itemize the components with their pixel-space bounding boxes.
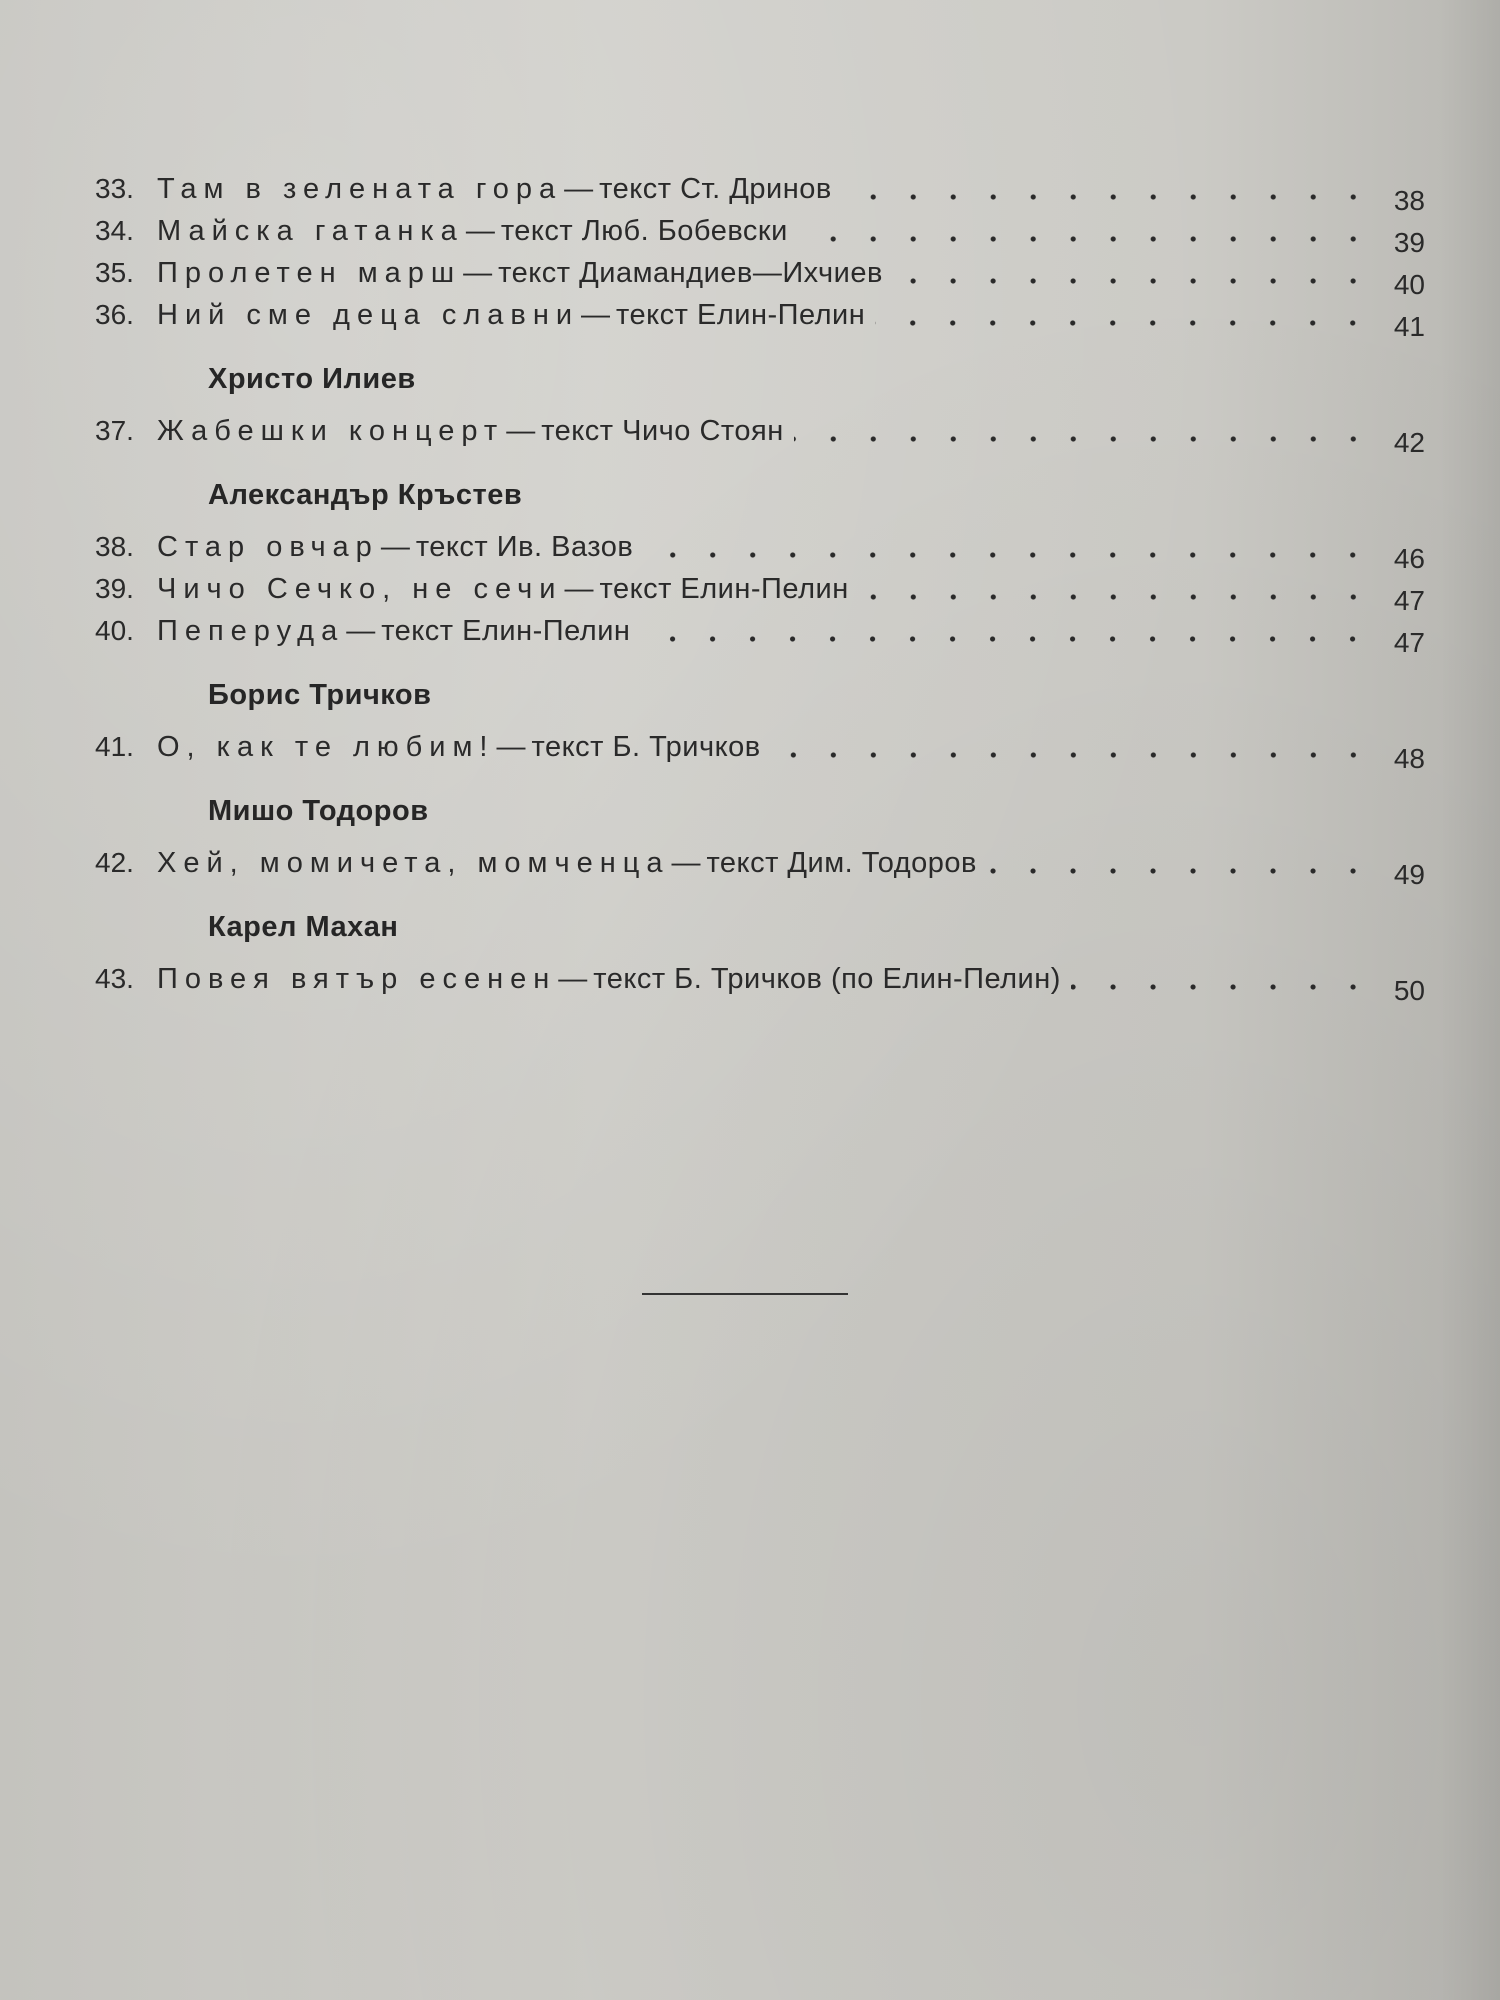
entry-number: 38. bbox=[95, 531, 134, 562]
entry-number: 36. bbox=[95, 299, 134, 330]
dot-leader bbox=[859, 592, 1373, 602]
dot-leader bbox=[643, 550, 1373, 560]
composer-heading: Христо Илиев bbox=[208, 363, 416, 395]
page-number: 48 bbox=[1393, 743, 1425, 774]
page-number: 39 bbox=[1393, 227, 1425, 258]
song-title: Стар овчар bbox=[157, 531, 379, 563]
song-title: О, как те любим! bbox=[157, 731, 495, 763]
em-dash: — bbox=[564, 173, 594, 205]
em-dash: — bbox=[465, 215, 495, 247]
dot-leader bbox=[987, 866, 1373, 876]
entry-number: 35. bbox=[95, 257, 134, 288]
em-dash: — bbox=[564, 573, 594, 605]
entry-number: 34. bbox=[95, 215, 134, 246]
toc-entry bbox=[95, 610, 1425, 658]
toc-section bbox=[95, 336, 1425, 458]
page-number: 49 bbox=[1393, 859, 1425, 890]
song-title: Пеперуда bbox=[157, 615, 345, 647]
closing-rule bbox=[642, 1293, 848, 1295]
lyrics-credit: текст Б. Тричков bbox=[531, 731, 761, 763]
toc-section bbox=[95, 652, 1425, 774]
toc-entry bbox=[95, 958, 1425, 1006]
toc-entry bbox=[95, 410, 1425, 458]
page-number: 42 bbox=[1393, 427, 1425, 458]
toc-entry bbox=[95, 526, 1425, 574]
song-title: Жабешки концерт bbox=[157, 415, 505, 447]
dot-leader bbox=[640, 634, 1373, 644]
dot-leader bbox=[875, 318, 1373, 328]
page-number: 40 bbox=[1393, 269, 1425, 300]
toc-entry bbox=[95, 168, 1425, 216]
song-title: Там в зелената гора bbox=[157, 173, 563, 205]
lyrics-credit: текст Чичо Стоян bbox=[541, 415, 784, 447]
em-dash: — bbox=[671, 847, 701, 879]
lyrics-credit: текст Ст. Дринов bbox=[599, 173, 832, 205]
lyrics-credit: текст Елин-Пелин bbox=[599, 573, 849, 605]
composer-heading: Борис Тричков bbox=[208, 679, 432, 711]
lyrics-credit: текст Елин-Пелин bbox=[616, 299, 866, 331]
toc-entry bbox=[95, 842, 1425, 890]
page-number: 46 bbox=[1393, 543, 1425, 574]
toc-section bbox=[95, 452, 1425, 658]
em-dash: — bbox=[558, 963, 588, 995]
em-dash: — bbox=[346, 615, 376, 647]
toc-entry bbox=[95, 210, 1425, 258]
composer-heading: Александър Кръстев bbox=[208, 479, 523, 511]
lyrics-credit: текст Дим. Тодоров bbox=[706, 847, 977, 879]
lyrics-credit: текст Ив. Вазов bbox=[415, 531, 634, 563]
entry-number: 39. bbox=[95, 573, 134, 604]
song-title: Хей, момичета, момченца bbox=[157, 847, 670, 879]
entry-number: 43. bbox=[95, 963, 134, 994]
composer-heading: Карел Махан bbox=[208, 911, 399, 943]
lyrics-credit: текст Люб. Бобевски bbox=[500, 215, 788, 247]
em-dash: — bbox=[380, 531, 410, 563]
dot-leader bbox=[794, 434, 1373, 444]
em-dash: — bbox=[496, 731, 526, 763]
em-dash: — bbox=[581, 299, 611, 331]
song-title: Ний сме деца славни bbox=[157, 299, 580, 331]
page-number: 47 bbox=[1393, 627, 1425, 658]
dot-leader bbox=[1071, 982, 1373, 992]
page-number: 41 bbox=[1393, 311, 1425, 342]
dot-leader bbox=[893, 276, 1373, 286]
em-dash: — bbox=[506, 415, 536, 447]
toc-entry bbox=[95, 294, 1425, 342]
toc-entry bbox=[95, 252, 1425, 300]
entry-number: 40. bbox=[95, 615, 134, 646]
song-title: Чичо Сечко, не сечи bbox=[157, 573, 563, 605]
composer-heading: Мишо Тодоров bbox=[208, 795, 429, 827]
toc-section bbox=[95, 768, 1425, 890]
dot-leader bbox=[771, 750, 1373, 760]
toc-entry bbox=[95, 568, 1425, 616]
page-number: 50 bbox=[1393, 975, 1425, 1006]
table-of-contents bbox=[95, 168, 1425, 1006]
lyrics-credit: текст Б. Тричков (по Елин-Пелин) bbox=[593, 963, 1061, 995]
lyrics-credit: текст Диамандиев—Ихчиев bbox=[498, 257, 883, 289]
entry-number: 41. bbox=[95, 731, 134, 762]
toc-entry bbox=[95, 726, 1425, 774]
em-dash: — bbox=[463, 257, 493, 289]
dot-leader bbox=[842, 192, 1373, 202]
song-title: Пролетен марш bbox=[157, 257, 462, 289]
dot-leader bbox=[798, 234, 1373, 244]
toc-section bbox=[95, 884, 1425, 1006]
song-title: Повея вятър есенен bbox=[157, 963, 557, 995]
page-number: 38 bbox=[1393, 185, 1425, 216]
song-title: Майска гатанка bbox=[157, 215, 464, 247]
entry-number: 37. bbox=[95, 415, 134, 446]
page-number: 47 bbox=[1393, 585, 1425, 616]
toc-section bbox=[95, 168, 1425, 342]
entry-number: 33. bbox=[95, 173, 134, 204]
lyrics-credit: текст Елин-Пелин bbox=[381, 615, 631, 647]
entry-number: 42. bbox=[95, 847, 134, 878]
